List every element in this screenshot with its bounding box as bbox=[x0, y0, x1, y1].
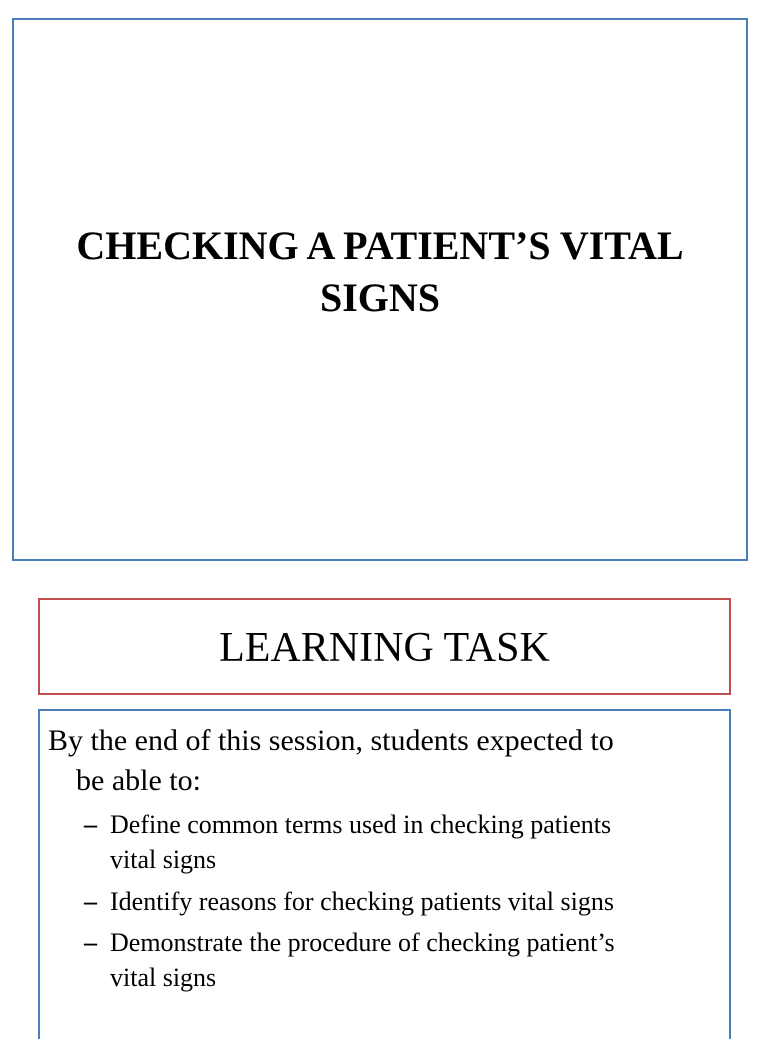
intro-line-1: By the end of this session, students expected to bbox=[48, 724, 614, 757]
objectives-intro bbox=[48, 721, 708, 801]
objective-text-line-2: vital signs bbox=[110, 845, 217, 874]
learning-task-banner bbox=[38, 598, 731, 695]
dash-bullet: – bbox=[84, 810, 97, 839]
intro-line-2: be able to: bbox=[76, 764, 201, 797]
title-slide bbox=[12, 18, 748, 561]
objective-text-line-1: Demonstrate the procedure of checking patient’s bbox=[110, 928, 615, 957]
learning-task-title: LEARNING TASK bbox=[219, 625, 550, 671]
objective-item bbox=[84, 884, 704, 919]
objective-text-line-2: vital signs bbox=[110, 963, 217, 992]
dash-bullet: – bbox=[84, 887, 97, 916]
dash-bullet: – bbox=[84, 928, 97, 957]
objective-text-line-1: Define common terms used in checking patients bbox=[110, 810, 612, 839]
objectives-panel bbox=[38, 709, 731, 1039]
objective-text-line-1: Identify reasons for checking patients vital signs bbox=[110, 887, 614, 916]
objective-item bbox=[84, 925, 704, 995]
objective-item bbox=[84, 807, 704, 877]
slide-title: CHECKING A PATIENT’S VITAL SIGNS bbox=[76, 223, 684, 320]
